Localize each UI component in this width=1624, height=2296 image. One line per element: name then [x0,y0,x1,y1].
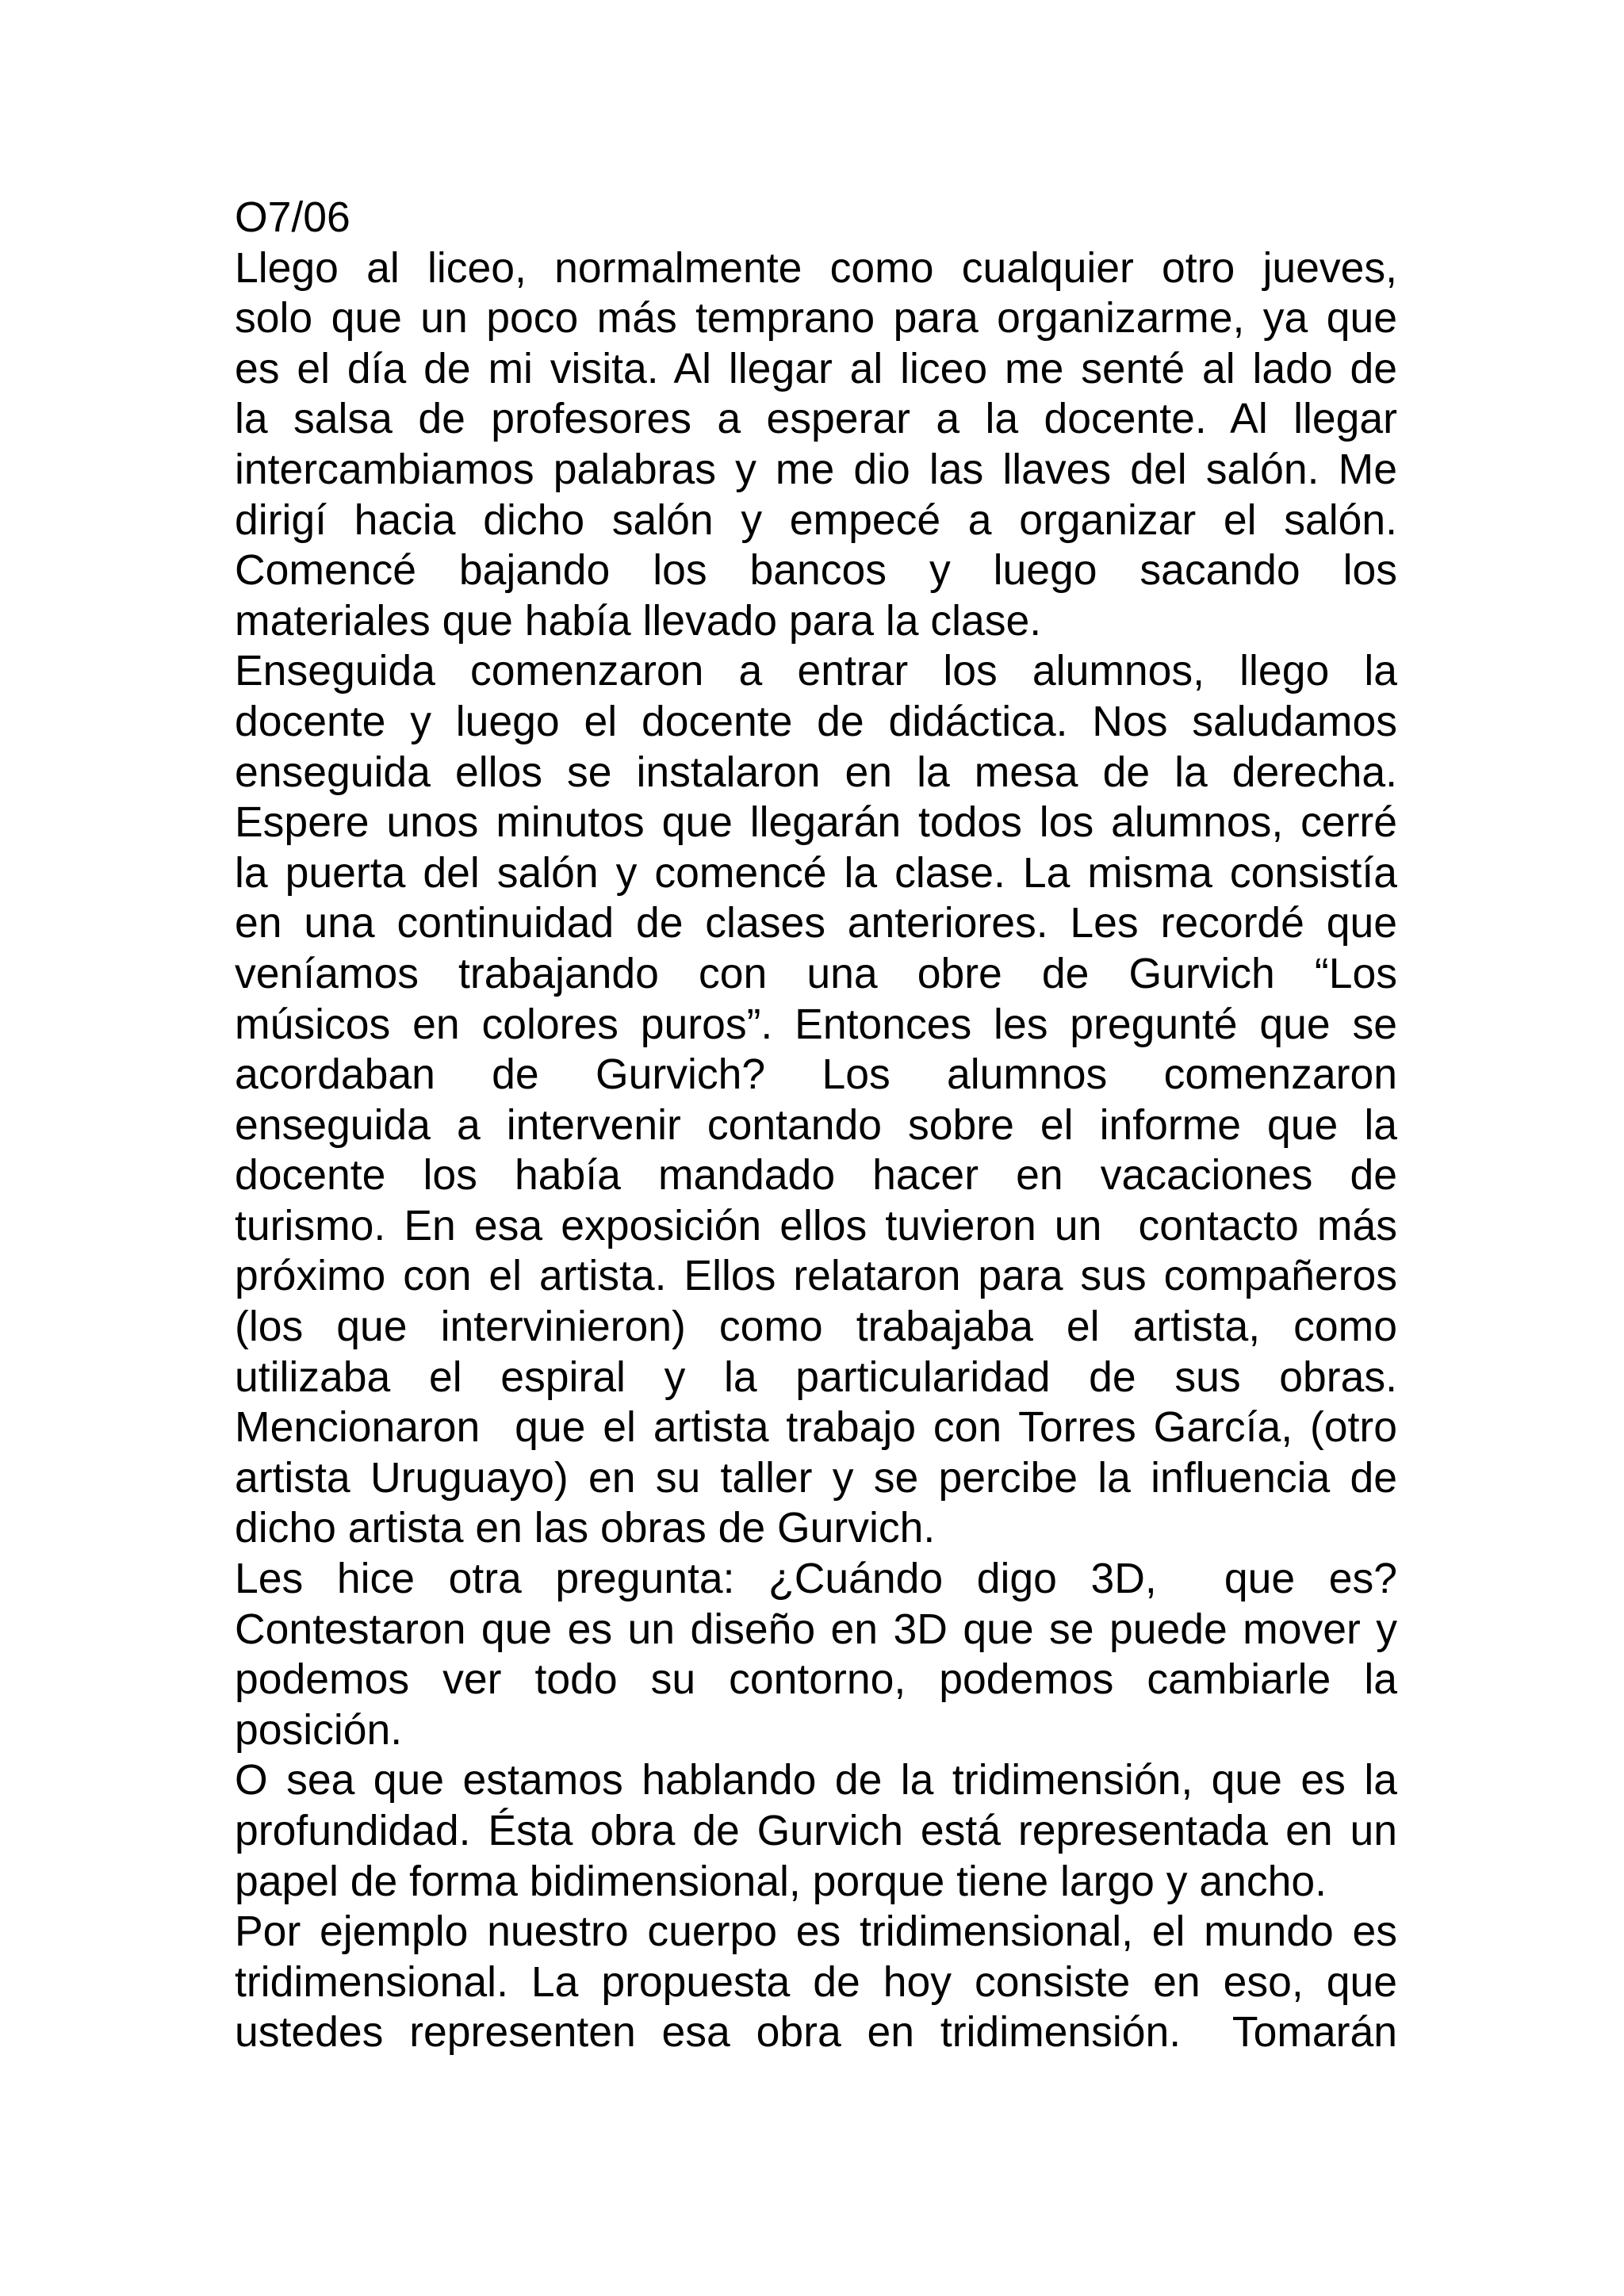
text-line: Les hice otra pregunta: ¿Cuándo digo 3D, que es? [235,1556,1397,1603]
text-line: la salsa de profesores a esperar a la docente. Al llegar [235,396,1397,443]
document-text [235,193,1397,2058]
text-line: (los que intervinieron) como trabajaba el artista, como [235,1303,1397,1351]
text-line: papel de forma bidimensional, porque tiene largo y ancho. [235,1858,1327,1905]
text-line: es el día de mi visita. Al llegar al liceo me senté al lado de [235,345,1397,392]
text-line: posición. [235,1706,403,1754]
text-line: Espere unos minutos que llegarán todos los alumnos, cerré [235,799,1397,847]
text-line: enseguida ellos se instalaron en la mesa de la derecha. [235,748,1397,796]
text-line: Por ejemplo nuestro cuerpo es tridimensional, el mundo es [235,1908,1397,1956]
text-line: profundidad. Ésta obra de Gurvich está representada en un [235,1808,1397,1854]
text-line: docente y luego el docente de didáctica. Nos saludamos [235,698,1397,745]
text-line: artista Uruguayo) en su taller y se percibe la influencia de [235,1454,1397,1502]
date-heading: O7/06 [235,194,350,241]
text-line: podemos ver todo su contorno, podemos cambiarle la [235,1656,1397,1704]
text-line: Mencionaron que el artista trabajo con Torres García, (otro [235,1404,1397,1452]
text-line: intercambiamos palabras y me dio las llaves del salón. Me [235,446,1397,493]
text-line: turismo. En esa exposición ellos tuvieron un contacto más [235,1202,1397,1249]
text-line: veníamos trabajando con una obre de Gurvich “Los [235,950,1397,997]
text-line: Contestaron que es un diseño en 3D que se puede mover y [235,1605,1397,1653]
text-line: músicos en colores puros”. Entonces les pregunté que se [235,1001,1397,1048]
text-line: dicho artista en las obras de Gurvich. [235,1505,936,1552]
text-line: acordaban de Gurvich? Los alumnos comenzaron [235,1051,1397,1099]
text-line: solo que un poco más temprano para organizarme, ya que [235,295,1397,342]
text-line: materiales que había llevado para la clase. [235,597,1042,645]
text-line: ustedes representen esa obra en tridimensión. Tomarán [235,2009,1397,2057]
text-line: Enseguida comenzaron a entrar los alumnos, llego la [235,648,1397,695]
text-line: en una continuidad de clases anteriores. Les recordé que [235,900,1397,947]
text-line: utilizaba el espiral y la particularidad de sus obras. [235,1353,1397,1401]
text-line: O sea que estamos hablando de la tridimensión, que es la [235,1757,1397,1804]
text-line: próximo con el artista. Ellos relataron para sus compañeros [235,1253,1397,1300]
text-line: tridimensional. La propuesta de hoy consiste en eso, que [235,1958,1397,2006]
text-line: dirigí hacia dicho salón y empecé a organizar el salón. [235,496,1397,544]
text-line: Llego al liceo, normalmente como cualquier otro jueves, [235,244,1397,292]
text-line: Comencé bajando los bancos y luego sacando los [235,547,1397,595]
text-line: la puerta del salón y comencé la clase. La misma consistía [235,849,1397,897]
text-line: enseguida a intervenir contando sobre el informe que la [235,1101,1397,1149]
text-line: docente los había mandado hacer en vacaciones de [235,1152,1397,1200]
